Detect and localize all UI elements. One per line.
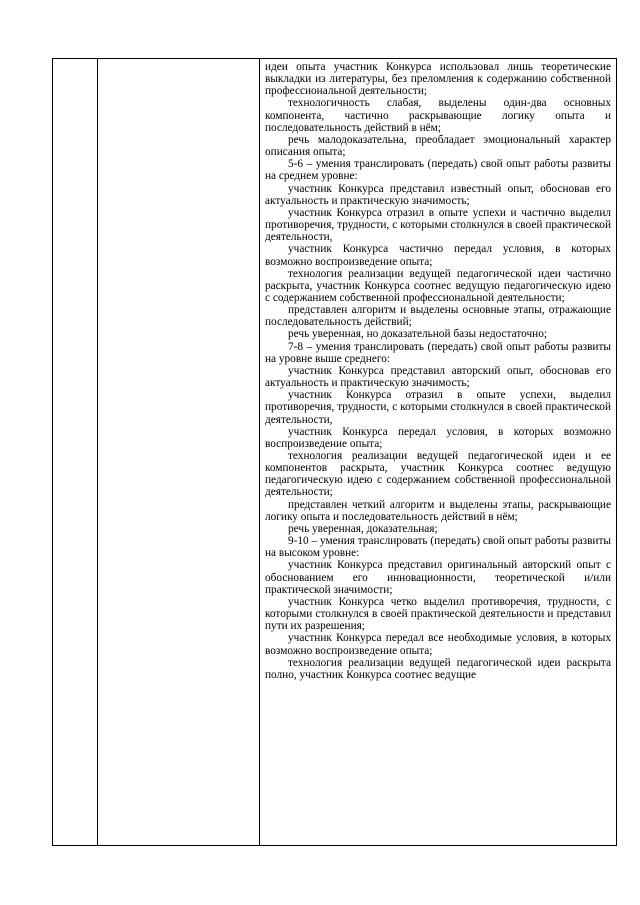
criteria-table: [52, 58, 617, 846]
criteria-text-cell: [265, 61, 611, 681]
paragraph: технология реализации ведущей педагогической идеи и ее компонентов раскрыта, участник Конкурса соотнес ведущую педагогическую идею с содержанием собственной профессиональной деятельности;: [265, 450, 611, 499]
paragraph: технология реализации ведущей педагогической идеи раскрыта полно, участник Конкурса соотнес ведущие: [265, 656, 611, 681]
paragraph: идеи опыта участник Конкурса использовал лишь теоретические выкладки из литературы, без преломления к содержанию собственной профессиональной деятельности;: [265, 61, 611, 98]
paragraph: участник Конкурса отразил в опыте успехи и частично выделил противоречия, трудности, с которыми столкнулся в своей практической деятельности,: [265, 206, 611, 244]
level-heading: 7-8 – умения транслировать (передать) свой опыт работы развиты на уровне выше среднего:: [265, 340, 611, 365]
column-divider-2: [259, 59, 260, 845]
paragraph: участник Конкурса отразил в опыте успехи, выделил противоречия, трудности, с которыми столкнулся в своей практической деятельности,: [265, 389, 611, 426]
paragraph: технология реализации ведущей педагогической идеи частично раскрыта, участник Конкурса соотнес ведущую педагогическую идею с содержанием собственной профессиональной деятельности;: [265, 267, 611, 304]
level-heading: 9-10 – умения транслировать (передать) свой опыт работы развиты на высоком уровне:: [265, 535, 611, 560]
column-divider-1: [97, 59, 98, 845]
paragraph: участник Конкурса четко выделил противоречия, трудности, с которыми столкнулся в своей практической деятельности и представил пути их разрешения;: [265, 595, 611, 633]
paragraph: участник Конкурса представил оригинальный авторский опыт с обоснованием его инновационности, теоретической и/или практической значимости;: [265, 559, 611, 596]
paragraph: участник Конкурса представил известный опыт, обосновав его актуальность и практическую значимость;: [265, 182, 611, 207]
paragraph: участник Конкурса передал все необходимые условия, в которых возможно воспроизведение опыта;: [265, 632, 611, 657]
paragraph: технологичность слабая, выделены один-два основных компонента, частично раскрывающие логику опыта и последовательность действий в нём;: [265, 97, 611, 134]
paragraph: участник Конкурса представил авторский опыт, обосновав его актуальность и практическую значимость;: [265, 364, 611, 390]
paragraph: речь уверенная, доказательная;: [288, 522, 438, 535]
paragraph: речь малодоказательна, преобладает эмоциональный характер описания опыта;: [265, 133, 611, 159]
paragraph: представлен алгоритм и выделены основные этапы, отражающие последовательность действий;: [265, 304, 611, 329]
level-heading: 5-6 – умения транслировать (передать) свой опыт работы развиты на среднем уровне:: [265, 158, 611, 183]
paragraph: участник Конкурса передал условия, в которых возможно воспроизведение опыта;: [265, 425, 611, 450]
paragraph: представлен четкий алгоритм и выделены этапы, раскрывающие логику опыта и последовательность действий в нём;: [265, 498, 611, 523]
paragraph: речь уверенная, но доказательной базы недостаточно;: [288, 328, 548, 341]
paragraph: участник Конкурса частично передал условия, в которых возможно воспроизведение опыта;: [265, 243, 611, 268]
